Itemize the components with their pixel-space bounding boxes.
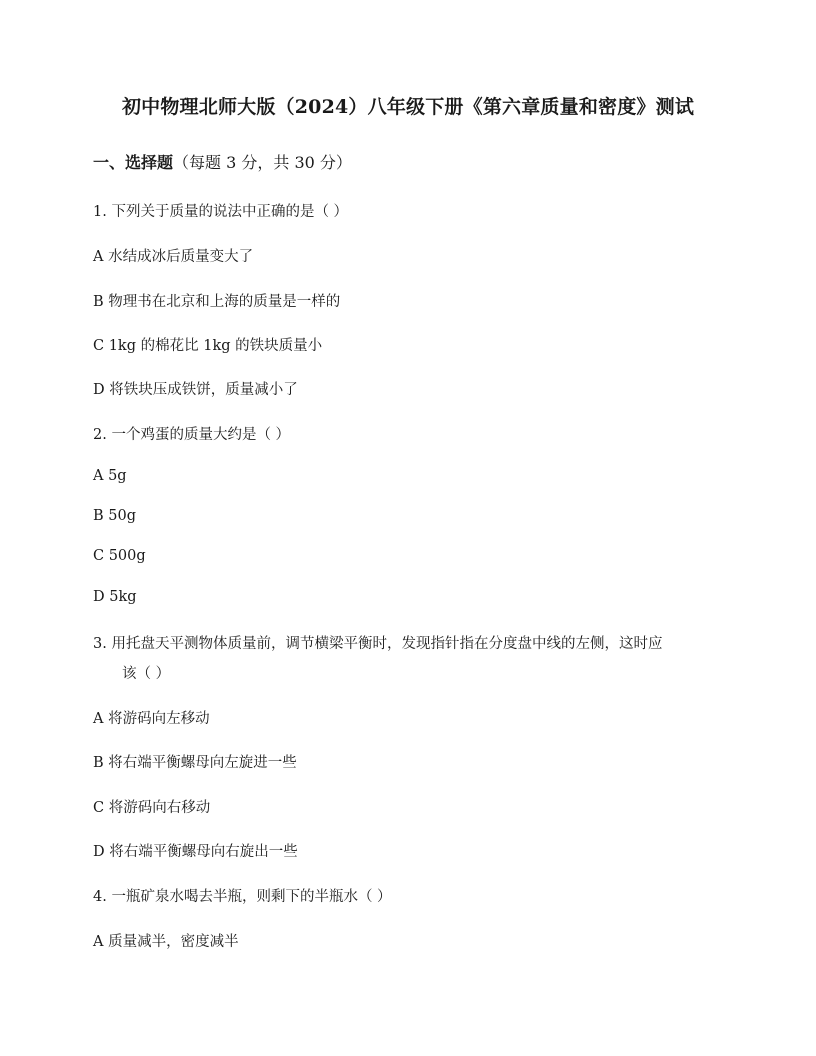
question-1-option-c: C 1kg 的棉花比 1kg 的铁块质量小 <box>93 338 323 354</box>
question-1-option-b: B 物理书在北京和上海的质量是一样的 <box>93 294 341 310</box>
section-heading-note: （每题 3 分，共 30 分） <box>173 153 352 172</box>
question-2-option-a: A 5g <box>93 468 127 484</box>
question-1-stem: 1. 下列关于质量的说法中正确的是（ ） <box>93 204 349 220</box>
question-3-option-c: C 将游码向右移动 <box>93 800 211 816</box>
question-4-option-a: A 质量减半，密度减半 <box>93 934 239 950</box>
question-2-option-b: B 50g <box>93 508 136 524</box>
question-3-option-d: D 将右端平衡螺母向右旋出一些 <box>93 844 298 860</box>
question-3-stem: 3. 用托盘天平测物体质量前，调节横梁平衡时，发现指针指在分度盘中线的左侧，这时应 <box>93 636 663 652</box>
question-1-option-a: A 水结成冰后质量变大了 <box>93 249 254 265</box>
question-1-option-d: D 将铁块压成铁饼，质量减小了 <box>93 382 298 398</box>
document-title: 初中物理北师大版（2024）八年级下册《第六章质量和密度》测试 <box>121 96 695 118</box>
section-heading <box>93 150 352 173</box>
question-4-stem: 4. 一瓶矿泉水喝去半瓶，则剩下的半瓶水（ ） <box>93 889 392 905</box>
question-3-option-b: B 将右端平衡螺母向左旋进一些 <box>93 755 297 771</box>
question-3-stem-continued: 该（ ） <box>122 666 171 682</box>
question-2-option-c: C 500g <box>93 548 146 564</box>
question-2-option-d: D 5kg <box>93 589 137 605</box>
section-heading-label: 一、选择题 <box>93 153 174 172</box>
question-3-option-a: A 将游码向左移动 <box>93 711 210 727</box>
question-2-stem: 2. 一个鸡蛋的质量大约是（ ） <box>93 427 291 443</box>
